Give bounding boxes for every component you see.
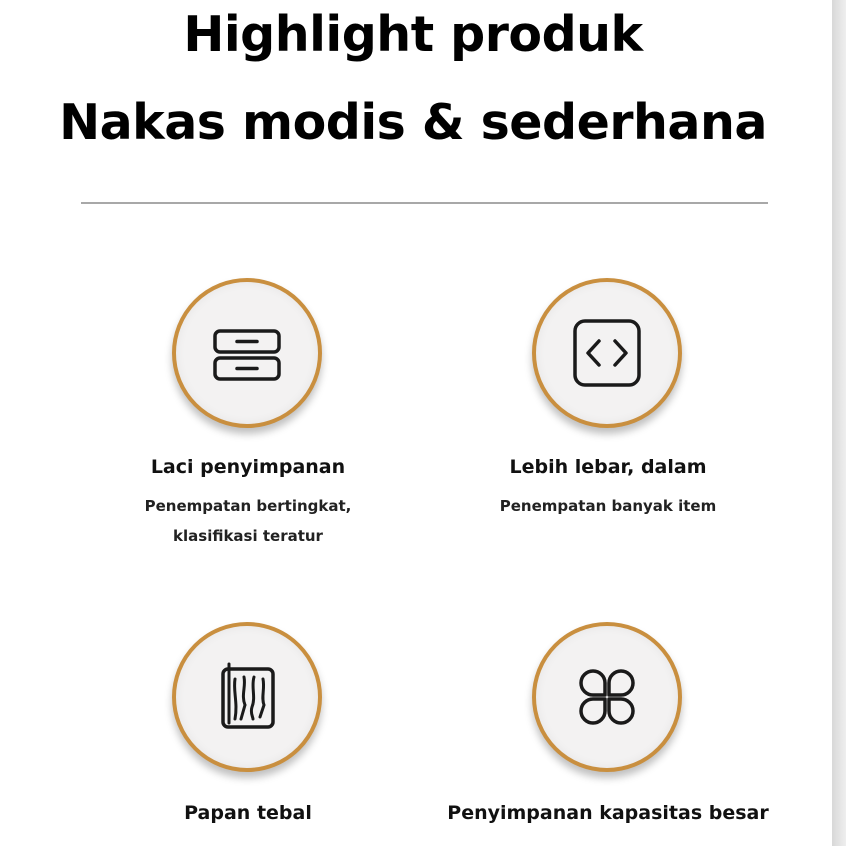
feature-icon-circle [532,622,682,772]
drawers-icon [211,317,283,389]
feature-title: Lebih lebar, dalam [509,456,707,478]
edge-shadow [832,0,846,846]
feature-description [418,491,798,521]
expand-arrows-icon [571,317,643,389]
feature-title: Penyimpanan kapasitas besar [447,802,769,824]
feature-title: Papan tebal [184,802,312,824]
feature-description-line: Penempatan banyak item [499,497,717,515]
clover-grid-icon [571,661,643,733]
feature-title: Laci penyimpanan [150,456,346,478]
feature-description-line: klasifikasi teratur [173,527,323,545]
feature-description-line: Penempatan bertingkat, [144,497,352,515]
page-title: Highlight produk [183,6,643,63]
feature-description [58,491,438,551]
feature-wider-deeper [418,278,798,578]
wood-board-icon [211,661,283,733]
feature-thick-board [58,622,438,846]
feature-icon-circle [172,278,322,428]
feature-drawer-storage [58,278,438,578]
divider [81,202,768,204]
page-subtitle: Nakas modis & sederhana [59,94,767,151]
feature-icon-circle [172,622,322,772]
feature-large-capacity [418,622,798,846]
feature-icon-circle [532,278,682,428]
